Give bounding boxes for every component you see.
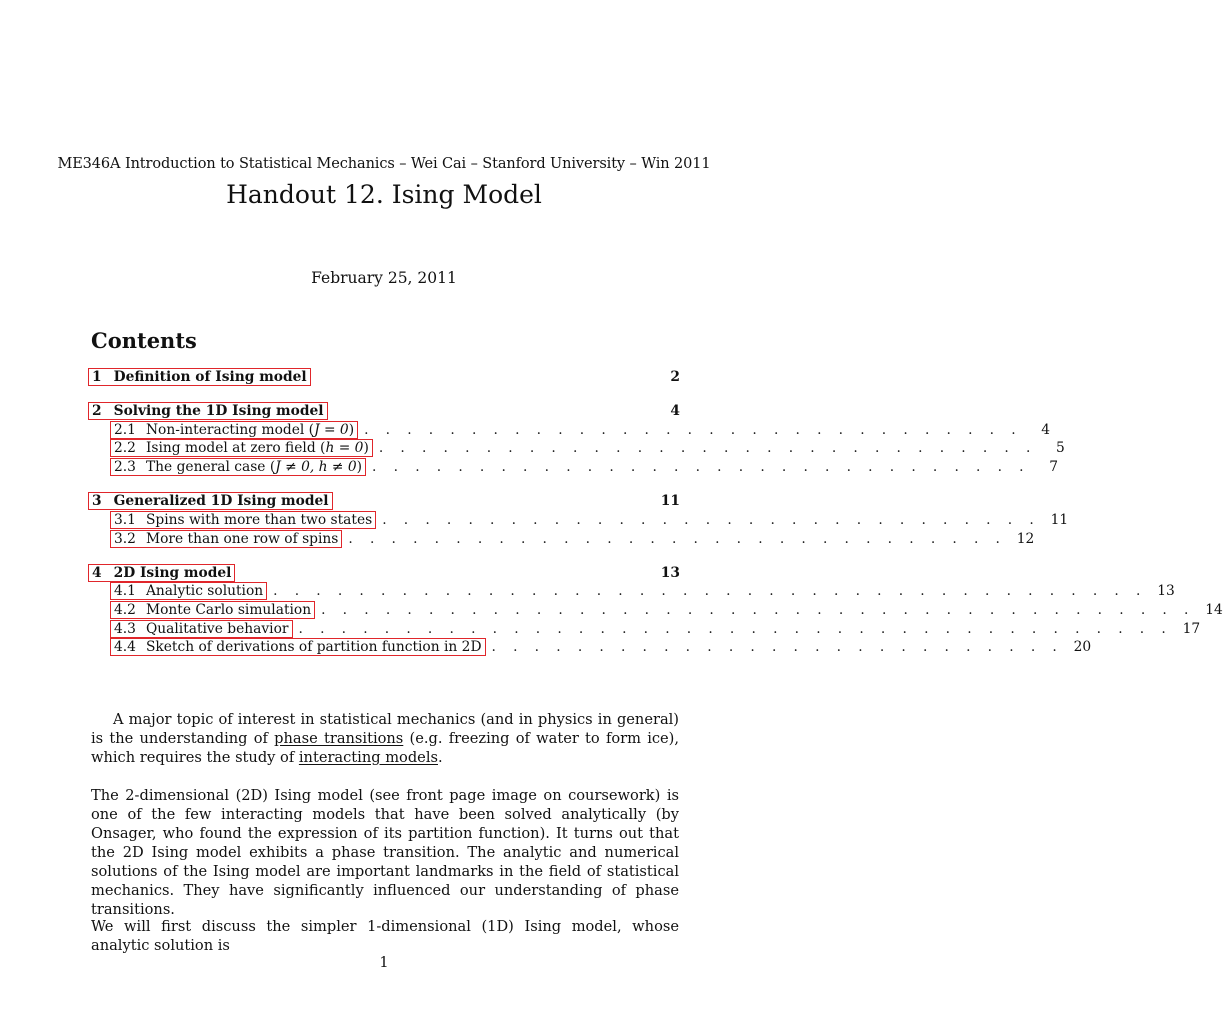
- underlined-term-phase-transitions: phase transitions: [274, 730, 404, 747]
- toc-subsection-title: Non-interacting model (J = 0): [145, 421, 355, 438]
- toc-section-1: [88, 367, 680, 386]
- leader-dots: . . . . . . . . . . . . . . . . . . . . . . . . . . . . . . . . . . . . . . . . .: [321, 601, 1195, 618]
- contents-heading: Contents: [91, 328, 197, 353]
- math-expression: h = 0: [325, 439, 364, 456]
- toc-page-number: 4: [1041, 421, 1051, 438]
- toc-page-number: 7: [1049, 458, 1058, 475]
- toc-subsection-number: 4.2: [114, 601, 136, 618]
- toc-subsection-title: More than one row of spins: [145, 530, 339, 547]
- toc-link-subsection-4-3[interactable]: [110, 620, 293, 638]
- paragraph-1: A major topic of interest in statistical mechanics (and in physics in general) is the understanding of phase transitions (e.g. freezing of water to form ice), which requires the study of interacting models.: [91, 711, 679, 766]
- toc-subsection-title: Monte Carlo simulation: [145, 601, 312, 618]
- toc-page-number: 13: [1157, 582, 1175, 599]
- leader-dots: . . . . . . . . . . . . . . . . . . . . . . . . . . . . . . .: [372, 458, 1030, 475]
- toc-subsection-number: 4.3: [114, 620, 136, 637]
- toc-link-subsection-4-2[interactable]: [110, 601, 315, 619]
- toc-page-number: 14: [1205, 601, 1223, 618]
- document-date: February 25, 2011: [311, 269, 457, 287]
- toc-link-subsection-2-3[interactable]: [110, 458, 366, 476]
- leader-dots: . . . . . . . . . . . . . . . . . . . . . . . . . . . . . . .: [382, 511, 1041, 528]
- toc-subsection-3-1: [110, 510, 1069, 529]
- toc-page-number: 2: [670, 368, 680, 385]
- toc-section-number: 2: [92, 402, 102, 419]
- toc-section-2: [88, 401, 680, 420]
- page-title: Handout 12. Ising Model: [226, 180, 542, 209]
- toc-link-section-1[interactable]: [88, 368, 311, 386]
- toc-subsection-title: Sketch of derivations of partition function in 2D: [145, 638, 482, 655]
- toc-subsection-4-4: [110, 637, 1092, 656]
- toc-subsection-title: Spins with more than two states: [145, 511, 373, 528]
- toc-subsection-title: Analytic solution: [145, 582, 264, 599]
- toc-subsection-number: 3.2: [114, 530, 136, 547]
- toc-link-subsection-4-1[interactable]: [110, 582, 267, 600]
- toc-subsection-number: 4.4: [114, 638, 136, 655]
- toc-page-number: 11: [660, 492, 680, 509]
- toc-subsection-2-3: [110, 457, 1058, 476]
- toc-section-title: 2D Ising model: [113, 564, 232, 581]
- toc-page-number: 11: [1050, 511, 1069, 528]
- paragraph-3: We will first discuss the simpler 1-dimensional (1D) Ising model, whose analytic solution is: [91, 918, 679, 954]
- toc-page-number: 12: [1016, 530, 1035, 547]
- toc-page-number: 17: [1182, 620, 1201, 637]
- toc-subsection-2-1: [110, 420, 1051, 439]
- toc-page-number: 5: [1056, 439, 1065, 456]
- toc-section-number: 1: [92, 368, 102, 385]
- toc-page-number: 13: [660, 564, 680, 581]
- toc-subsection-4-2: [110, 600, 1223, 619]
- toc-section-title: Definition of Ising model: [113, 368, 307, 385]
- toc-subsection-4-3: [110, 619, 1201, 638]
- toc-link-section-2[interactable]: [88, 402, 328, 420]
- toc-link-subsection-2-1[interactable]: [110, 421, 358, 439]
- toc-subsection-number: 2.2: [114, 439, 136, 456]
- toc-subsection-number: 3.1: [114, 511, 136, 528]
- math-expression: J = 0: [314, 421, 349, 438]
- toc-subsection-number: 2.3: [114, 458, 136, 475]
- toc-link-subsection-2-2[interactable]: [110, 439, 373, 457]
- toc-page-number: 4: [670, 402, 680, 419]
- toc-section-number: 3: [92, 492, 102, 509]
- toc-link-section-3[interactable]: [88, 492, 333, 510]
- toc-subsection-number: 2.1: [114, 421, 136, 438]
- leader-dots: . . . . . . . . . . . . . . . . . . . . . . . . . . . . . . . . . . . . . . . . .: [298, 620, 1173, 637]
- toc-link-subsection-3-1[interactable]: [110, 511, 376, 529]
- toc-subsection-number: 4.1: [114, 582, 136, 599]
- toc-section-4: [88, 563, 680, 582]
- toc-link-section-4[interactable]: [88, 564, 235, 582]
- toc-link-subsection-4-4[interactable]: [110, 638, 486, 656]
- toc-page-number: 20: [1073, 638, 1092, 655]
- toc-subsection-2-2: [110, 438, 1065, 457]
- paragraph-2: The 2-dimensional (2D) Ising model (see front page image on coursework) is one of the few interacting models that have been solved analytically (by Onsager, who found the expression of its partition function). It turns out that the 2D Ising model exhibits a phase transition. The analytic and numerical solutions of the Ising model are important landmarks in the field of statistical mechanics. They have significantly influenced our understanding of phase transitions.: [91, 787, 679, 918]
- toc-subsection-3-2: [110, 529, 1035, 548]
- toc-section-3: [88, 491, 680, 510]
- toc-section-number: 4: [92, 564, 102, 581]
- leader-dots: . . . . . . . . . . . . . . . . . . . . . . . . . . . . . . . . . . . . . . . . .: [273, 582, 1147, 599]
- page-number: 1: [379, 955, 389, 971]
- leader-dots: . . . . . . . . . . . . . . . . . . . . . . . . . . . . . . .: [378, 439, 1037, 456]
- toc-subsection-title: Qualitative behavior: [145, 620, 289, 637]
- leader-dots: . . . . . . . . . . . . . . . . . . . . . . . . . . . . . . .: [348, 530, 1007, 547]
- leader-dots: . . . . . . . . . . . . . . . . . . . . . . . . . . . . . . .: [364, 421, 1023, 438]
- toc-subsection-title: The general case (J ≠ 0, h ≠ 0): [145, 458, 363, 475]
- toc-subsection-title: Ising model at zero field (h = 0): [145, 439, 369, 456]
- course-header: ME346A Introduction to Statistical Mechanics – Wei Cai – Stanford University – Win 2011: [57, 156, 711, 172]
- toc-subsection-4-1: [110, 581, 1175, 600]
- underlined-term-interacting-models: interacting models: [298, 749, 438, 766]
- toc-section-title: Generalized 1D Ising model: [113, 492, 329, 509]
- leader-dots: . . . . . . . . . . . . . . . . . . . . . . . . . . .: [491, 638, 1064, 655]
- toc-section-title: Solving the 1D Ising model: [113, 402, 324, 419]
- toc-link-subsection-3-2[interactable]: [110, 530, 342, 548]
- math-expression: J ≠ 0, h ≠ 0: [275, 458, 357, 475]
